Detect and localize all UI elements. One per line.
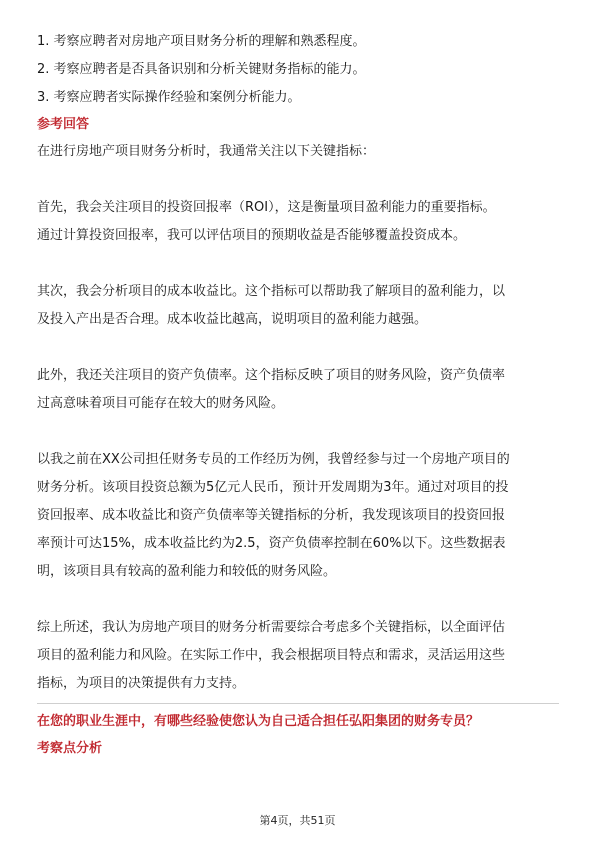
- answer-paragraph-summary: [37, 614, 559, 698]
- goal-item: 1. 考察应聘者对房地产项目财务分析的理解和熟悉程度。: [37, 34, 366, 49]
- goal-item: 2. 考察应聘者是否具备识别和分析关键财务指标的能力。: [37, 62, 366, 77]
- answer-paragraph-cost-benefit: [37, 278, 559, 334]
- paragraph-line: 财务分析。该项目投资总额为5亿元人民币，预计开发周期为3年。通过对项目的投: [37, 480, 509, 495]
- answer-paragraph-case-study: [37, 446, 559, 586]
- paragraph-line: 综上所述，我认为房地产项目的财务分析需要综合考虑多个关键指标，以全面评估: [37, 620, 506, 635]
- answer-heading: 参考回答: [37, 117, 90, 132]
- paragraph-line: 首先，我会关注项目的投资回报率（ROI），这是衡量项目盈利能力的重要指标。: [37, 200, 496, 215]
- answer-paragraph-debt-ratio: [37, 362, 559, 418]
- paragraph-line: 资回报率、成本收益比和资产负债率等关键指标的分析，我发现该项目的投资回报: [37, 508, 506, 523]
- paragraph-line: 过高意味着项目可能存在较大的财务风险。: [37, 396, 285, 411]
- paragraph-line: 此外，我还关注项目的资产负债率。这个指标反映了项目的财务风险，资产负债率: [37, 368, 506, 383]
- page-number-footer: 第4页，共51页: [259, 814, 336, 827]
- paragraph-line: 其次，我会分析项目的成本收益比。这个指标可以帮助我了解项目的盈利能力，以: [37, 284, 506, 299]
- assessment-goals-list: [37, 28, 559, 112]
- answer-intro: 在进行房地产项目财务分析时，我通常关注以下关键指标：: [37, 144, 376, 159]
- paragraph-line: 通过计算投资回报率，我可以评估项目的预期收益是否能够覆盖投资成本。: [37, 228, 467, 243]
- paragraph-line: 率预计可达15%，成本收益比约为2.5，资产负债率控制在60%以下。这些数据表: [37, 536, 506, 551]
- next-question: 在您的职业生涯中，有哪些经验使您认为自己适合担任弘阳集团的财务专员？: [37, 714, 480, 729]
- analysis-heading: 考察点分析: [37, 741, 103, 756]
- goal-item: 3. 考察应聘者实际操作经验和案例分析能力。: [37, 90, 301, 105]
- page-content: [37, 28, 559, 762]
- paragraph-line: 及投入产出是否合理。成本收益比越高，说明项目的盈利能力越强。: [37, 312, 428, 327]
- answer-paragraph-roi: [37, 194, 559, 250]
- section-divider: [37, 703, 559, 704]
- paragraph-line: 指标，为项目的决策提供有力支持。: [37, 676, 246, 691]
- paragraph-line: 项目的盈利能力和风险。在实际工作中，我会根据项目特点和需求，灵活运用这些: [37, 648, 506, 663]
- paragraph-line: 以我之前在XX公司担任财务专员的工作经历为例，我曾经参与过一个房地产项目的: [37, 452, 510, 467]
- paragraph-line: 明，该项目具有较高的盈利能力和较低的财务风险。: [37, 564, 337, 579]
